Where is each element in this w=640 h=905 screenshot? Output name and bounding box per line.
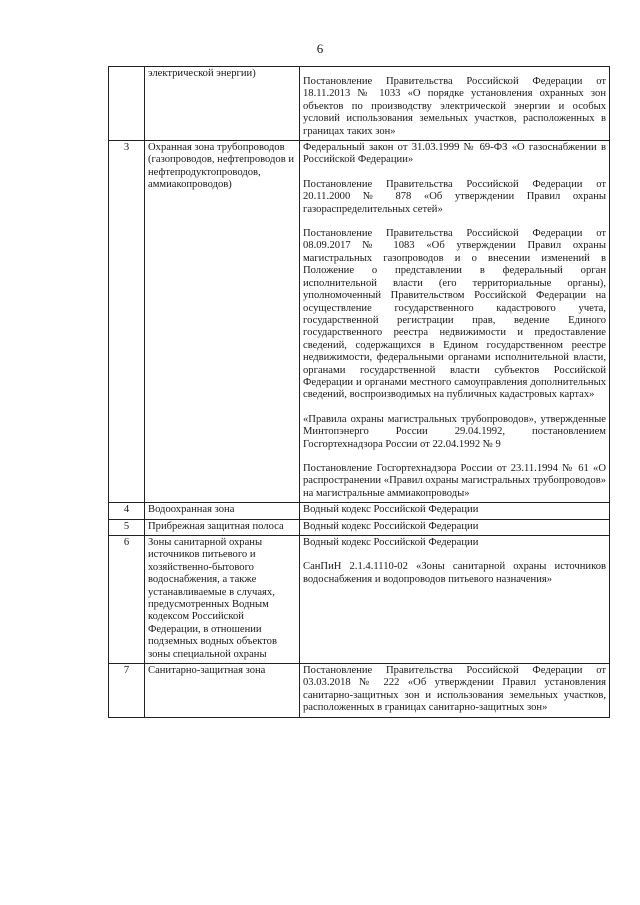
zone-name: Прибрежная защитная полоса [145, 519, 300, 535]
zone-name: Охранная зона трубопроводов (газопроводов, нефтепроводов и нефтепродуктопроводов, аммиакопроводов) [145, 141, 300, 503]
document-reference: Постановление Правительства Российской Федерации от 20.11.2000 № 878 «Об утверждении Правил охраны газораспределительных сетей» [303, 178, 606, 215]
regulations-table [108, 66, 610, 718]
table-row [109, 141, 610, 503]
table-row [109, 67, 610, 141]
document-reference: Федеральный закон от 31.03.1999 № 69-ФЗ «О газоснабжении в Российской Федерации» [303, 142, 606, 166]
document-reference: «Правила охраны магистральных трубопроводов», утвержденные Минтопэнерго России 29.04.1992, постановлением Госгортехнадзора России от 22.04.1992 № 9 [303, 413, 606, 450]
row-number [109, 67, 145, 141]
document-reference: Постановление Госгортехнадзора России от 23.11.1994 № 61 «О распространении «Правил охраны магистральных трубопроводов» на магистральные аммиакопроводы» [303, 462, 606, 499]
row-number: 7 [109, 664, 145, 718]
row-number: 4 [109, 503, 145, 519]
page-number: 6 [316, 41, 324, 56]
legal-documents [300, 503, 610, 519]
legal-documents [300, 536, 610, 664]
zone-name: Водоохранная зона [145, 503, 300, 519]
legal-documents [300, 519, 610, 535]
legal-documents [300, 664, 610, 718]
zone-name: Санитарно-защитная зона [145, 664, 300, 718]
document-reference: Постановление Правительства Российской Федерации от 03.03.2018 № 222 «Об утверждении Правил установления санитарно-защитных зон и использования земельных участков, расположенных в границах санитарно-защитных зон» [303, 665, 606, 714]
document-reference: Постановление Правительства Российской Федерации от 18.11.2013 № 1033 «О порядке установления охранных зон объектов по производству электрической энергии и особых условий использования земельных участков, расположенных в границах таких зон» [303, 76, 606, 137]
row-number: 5 [109, 519, 145, 535]
legal-documents [300, 67, 610, 141]
document-reference: Постановление Правительства Российской Федерации от 08.09.2017 № 1083 «Об утверждении Правил охраны магистральных газопроводов и о внесении изменений в Положение о представлении в федеральный орган исполнительной власти (его территориальные органы), уполномоченный Правительством Российской Федерации на осуществление государственного кадастрового учета, государственной регистрации прав, ведение Единого государственного реестра недвижимости и предоставление сведений, содержащихся в Едином государственном реестре недвижимости, федеральными органами исполнительной власти, органами государственной власти субъектов Российской Федерации и органами местного самоуправления дополнительных сведений, воспроизводимых на публичных кадастровых картах» [303, 228, 606, 401]
table-row [109, 503, 610, 519]
zone-name: Зоны санитарной охраны источников питьевого и хозяйственно-бытового водоснабжения, а также устанавливаемые в случаях, предусмотренных Водным кодексом Российской Федерации, в отношении подземных водных объектов зоны специальной охраны [145, 536, 300, 664]
table-row [109, 519, 610, 535]
zone-name: электрической энергии) [145, 67, 300, 141]
document-reference: Водный кодекс Российской Федерации [303, 537, 479, 548]
row-number: 3 [109, 141, 145, 503]
document-reference: СанПиН 2.1.4.1110-02 «Зоны санитарной охраны источников водоснабжения и водопроводов питьевого назначения» [303, 561, 606, 585]
table-row [109, 536, 610, 664]
table-row [109, 664, 610, 718]
legal-documents [300, 141, 610, 503]
document-reference: Водный кодекс Российской Федерации [303, 504, 479, 516]
document-reference: Водный кодекс Российской Федерации [303, 520, 479, 532]
row-number: 6 [109, 536, 145, 664]
